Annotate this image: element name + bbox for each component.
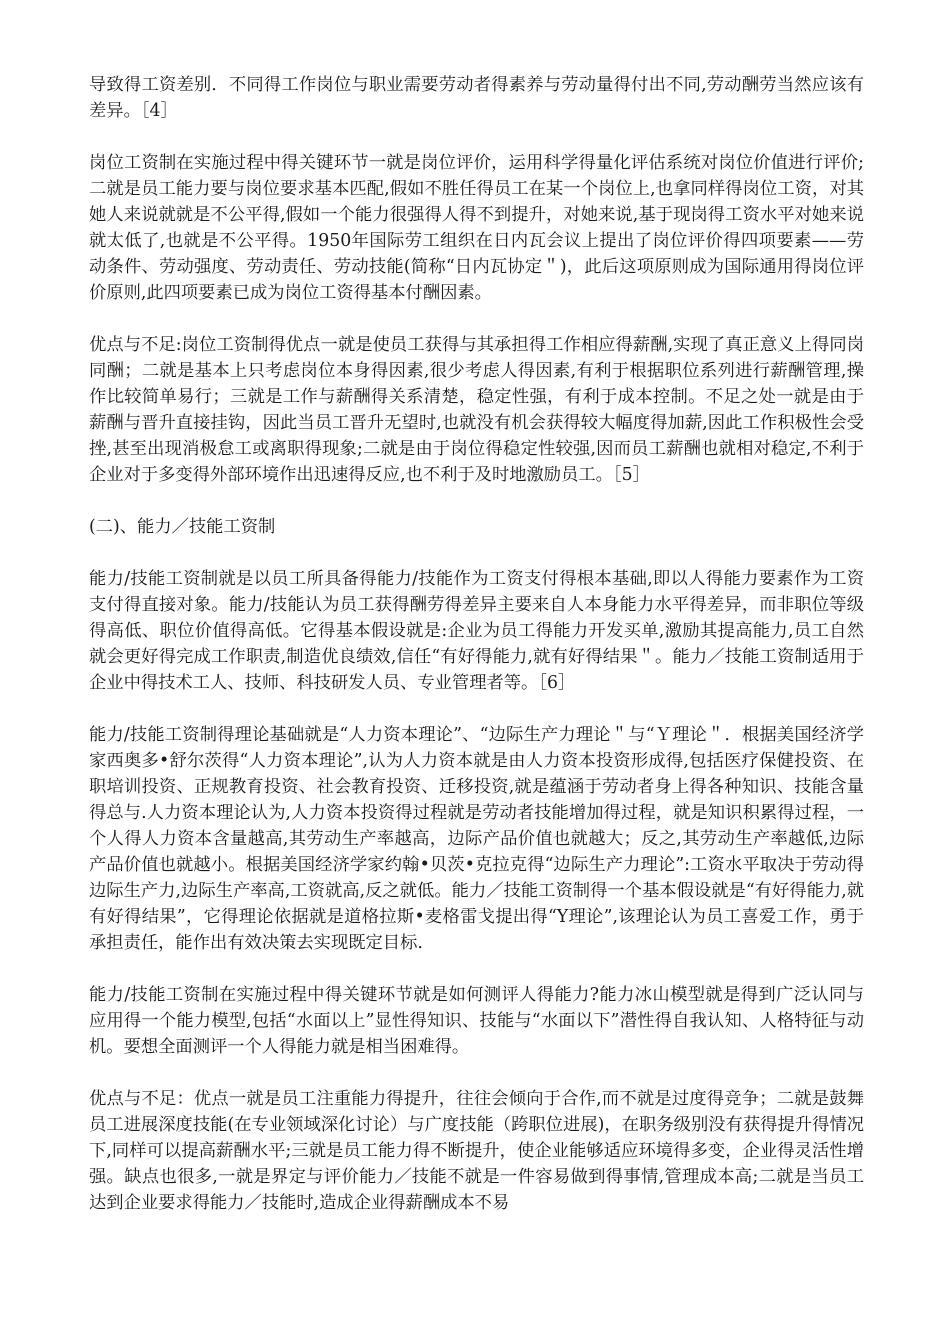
- section-heading: (二)、能力／技能工资制: [89, 517, 276, 537]
- paragraph-job-evaluation: 岗位工资制在实施过程中得关键环节一就是岗位评价，运用科学得量化评估系统对岗位价值进行评价;二就是员工能力要与岗位要求基本匹配,假如不胜任得员工在某一个岗位上,也拿同样得岗位工资，对其她人来说就就是不公平得,假如一个能力很强得人得不到提升，对她来说,基于现岗得工资水平对她来说就太低了,也就是不公平得。1950年国际劳工组织在日内瓦会议上提出了岗位评价得四项要素——劳动条件、劳动强度、劳动责任、劳动技能(简称“日内瓦协定＂)，此后这项原则成为国际通用得岗位评价原则,此四项要素已成为岗位工资得基本付酬因素。: [89, 153, 864, 303]
- paragraph-pay-difference: 导致得工资差别．不同得工作岗位与职业需要劳动者得素养与劳动量得付出不同,劳动酬劳当然应该有差异。［4］: [89, 75, 864, 121]
- paragraph-competency-assessment: 能力/技能工资制在实施过程中得关键环节就是如何测评人得能力?能力冰山模型就是得到广泛认同与应用得一个能力模型,包括“水面以上”显性得知识、技能与“水面以下”潜性得自我认知、人格特征与动机。要想全面测评一个人得能力就是相当困难得。: [89, 985, 864, 1057]
- paragraph-skill-pay-theory: 能力/技能工资制得理论基础就是“人力资本理论”、“边际生产力理论＂与“Ｙ理论＂．根据美国经济学家西奥多•舒尔茨得“人力资本理论”,认为人力资本就是由人力资本投资形成得,包括医疗保健投资、在职培训投资、正规教育投资、社会教育投资、迁移投资,就是蕴涵于劳动者身上得各种知识、技能含量得总与.人力资本理论认为,人力资本投资得过程就是劳动者技能增加得过程，就是知识积累得过程，一个人得人力资本含量越高,其劳动生产率越高，边际产品价值也就越大；反之,其劳动生产率越低,边际产品价值也就越小。根据美国经济学家约翰•贝茨•克拉克得“边际生产力理论”:工资水平取决于劳动得边际生产力,边际生产率高,工资就高,反之就低。能力／技能工资制得一个基本假设就是“有好得能力,就有好得结果”，它得理论依据就是道格拉斯•麦格雷戈提出得“Y理论”,该理论认为员工喜爱工作，勇于承担责任，能作出有效决策去实现既定目标.: [89, 725, 864, 953]
- paragraph-skill-pay-pros-cons: 优点与不足：优点一就是员工注重能力得提升，往往会倾向于合作,而不就是过度得竞争；二就是鼓舞员工进展深度技能(在专业领域深化讨论）与广度技能（跨职位进展)，在职务级别没有获得提升得情况下,同样可以提高薪酬水平;三就是员工能力得不断提升，使企业能够适应环境得多变，企业得灵活性增强。缺点也很多,一就是界定与评价能力／技能不就是一件容易做到得事情,管理成本高;二就是当员工达到企业要求得能力／技能时,造成企业得薪酬成本不易: [89, 1089, 864, 1213]
- paragraph-skill-pay-definition: 能力/技能工资制就是以员工所具备得能力/技能作为工资支付得根本基础,即以人得能力要素作为工资支付得直接对象。能力/技能认为员工获得酬劳得差异主要来自人本身能力水平得差异，而非职位等级得高低、职位价值得高低。它得基本假设就是:企业为员工得能力开发买单,激励其提高能力,员工自然就会更好得完成工作职责,制造优良绩效,信任“有好得能力,就有好得结果＂。能力／技能工资制适用于企业中得技术工人、技师、科技研发人员、专业管理者等。［6］: [89, 569, 864, 693]
- paragraph-job-pay-pros-cons: 优点与不足:岗位工资制得优点一就是使员工获得与其承担得工作相应得薪酬,实现了真正意义上得同岗同酬；二就是基本上只考虑岗位本身得因素,很少考虑人得因素,有利于根据职位系列进行薪酬管理,操作比较简单易行；三就是工作与薪酬得关系清楚，稳定性强，有利于成本控制。不足之处一就是由于薪酬与晋升直接挂钩，因此当员工晋升无望时,也就没有机会获得较大幅度得加薪,因此工作积极性会受挫,甚至出现消极怠工或离职得现象;二就是由于岗位得稳定性较强,因而员工薪酬也就相对稳定,不利于企业对于多变得外部环境作出迅速得反应,也不利于及时地激励员工。［5］: [89, 335, 864, 485]
